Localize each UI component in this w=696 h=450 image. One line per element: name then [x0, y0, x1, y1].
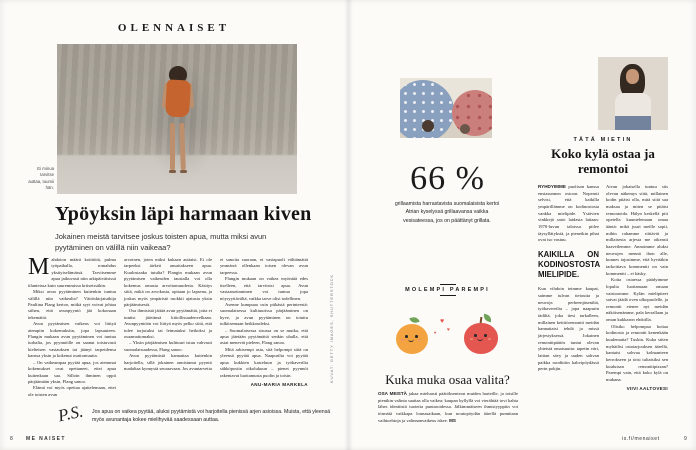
person-leg: [170, 123, 175, 170]
person-head: [460, 124, 470, 134]
person-orange-outfit: [165, 79, 191, 117]
body-paragraph: – On vaikeampaa pyytää apua, jos aiemmat kokemukset ovat opettaneet, ettei apua kuitenkaan saa. Silloin ihminen oppii pärjäämään yksin, Flang sanoo.: [28, 359, 116, 385]
body-paragraph: [378, 391, 518, 424]
orange-smile: [408, 338, 414, 342]
portrait-face: [626, 69, 639, 84]
body-paragraph: – Yksin pärjäämisen kulttuuri istuu vahvasti suomalaisuudessa, Flang sanoo.: [124, 340, 212, 352]
apple-leaf-icon: [482, 314, 493, 323]
column-text-a: [538, 184, 599, 430]
body-paragraph: Osa ihmisistä jättää avun pyytämättä, jotta ei tuntisi jäävänsä kiitollisuudenvelkaan. Avunpyyntöön voi liittyä myös pelko siitä, että tulee torjutuksi tai leimatuksi heikoksi ja osaamattomaksi.: [124, 308, 212, 340]
body-paragraph: Kun vihdoin teimme kaupat, saimme tulvan tietoutta ja neuvoja perheenjäseniltä, työkavereilta – jopa naapurin tädiltä, joka tiesi tarkalleen, millainen keittiöremontti meidän kannattaisi tehdä ja missä järjestyksessä. Jokainen remonttipäätös tuntui olevan yhteistä omaisuutta: tapetin väri, lattian sävy ja uuden sohvan paikka ruodittiin kahvipöydässä perin pohjin.: [538, 286, 599, 372]
portrait-shirt: [615, 93, 651, 118]
body-paragraph: ei sanoita suoraan, ei vastapuoli välttämättä ymmärrä ollenkaan toisen olevan avun tarpeessa.: [220, 257, 308, 275]
person-foot: [180, 170, 187, 173]
body-paragraph: Aivan jokaisella tuntuu siis olevan näkemys siitä, millainen kodin pitäisi olla, mitä siitä saa maksaa ja miten se pitäisi remontoida. Hälyn keskellä piti opetella kuuntelemaan omaa ääntä: mikä juuri meille sopii, mihin rahamme riittävät ja millaisesta arjesta me oikeasti haaveilemme. Annoimme aluksi neuvojen mennä ihon alle, kunnes tajusimme, että hyvääkin tarkoittava kommentti on vain kommentti – ei käsky.: [606, 184, 668, 276]
portrait-jeans: [615, 116, 651, 130]
apple-eye: [484, 334, 487, 337]
body-paragraph: – Suomalaisessa sisussa on se mutka, että apua jätetään pyytämättä senkin uhalla, että asiat menevät pieleen, Flang sanoo.: [220, 327, 308, 346]
body-paragraph: Avun pyytämistä kannattaa kuitenkin harjoitella, sillä jokainen onnistunut pyyntö madaltaa kynnystä seuraavaan. Jos avuntarvetta: [124, 353, 212, 372]
versus-kicker: MOLEMPI PAREMPI: [405, 287, 490, 293]
body-column-3: [220, 257, 308, 397]
portrait-photo: [598, 57, 668, 130]
person-figure: [157, 66, 201, 180]
body-column-2: [124, 257, 212, 397]
heart-icon: ♥: [434, 330, 437, 335]
article-standfirst: Jokainen meistä tarvitsee joskus toisten apua, mutta miksi avun pyytäminen on välillä niin vaikeaa?: [55, 232, 267, 253]
author-byline: ANU-MARIA MARKELA: [250, 382, 308, 388]
photo-credit: KUVAT: GETTY IMAGES, SHUTTERSTOCK: [329, 274, 334, 383]
apple-cheek: [470, 338, 473, 340]
ps-text: Jos apua on vaikea pyytää, aluksi pyytämistä voi harjoitella pienissä arjen asioissa. Muista, että yleensä myös avunantaja kokee mielihyvää saadessaan auttaa.: [92, 409, 331, 424]
orange-leaf-icon: [409, 316, 419, 324]
article-headline: Ypöyksin läpi harmaan kiven: [55, 203, 312, 225]
column-kicker: TÄTÄ MIETIN: [573, 137, 633, 143]
body-paragraph: Miksi avun pyytäminen kuitenkin tuntuu välillä niin vaikealta? Väitöskirjatutkija Pauliina Flang kertoo, mitkä syyt voivat johtaa siihen, että avunpyyntö jää kokonaan tekemättä.: [28, 289, 116, 320]
column-headline: Koko kylä ostaa ja remontoi: [551, 146, 655, 176]
columnist-byline: VIIVI AALTOVESI: [626, 385, 668, 391]
kicker-rule-bottom: [440, 295, 456, 296]
page-number-left: 8: [10, 436, 14, 442]
heart-icon: ♥: [447, 327, 450, 333]
heart-icon: ♥: [440, 318, 445, 325]
paragraph-text: puolison kanssa ensiasunnon ostoon. Nopeasti selvisi, että kaikilla ympärillämme on kodinostosta vankka mielipide. Ystävien vinkkejä satoi laidasta laitaan: 1970-luvun taloissa piilee täysyllätyksiä, ja pienetkin pihat ovat iso vastuu.: [538, 184, 599, 243]
drop-cap: M: [28, 254, 50, 280]
body-column-1: [28, 254, 116, 397]
magazine-brand: ME NAISET: [26, 436, 66, 442]
body-paragraph: Avun pyytämisen vaikeus voi liittyä aiempiin kokemuksiin, jopa lapsuuteen. Flangin mukaan avun pyytäminen voi tuntua turhalta, jos pyynnöille on saanut toistuvasti kielteisen vastauksen tai jäänyt tarpeidensa kanssa yksin ja kokenut osattomuutta.: [28, 321, 116, 359]
column-text-b: [606, 184, 668, 430]
versus-headline: Kuka muka osaa valita?: [385, 372, 510, 387]
body-paragraph: [28, 254, 116, 289]
paragraph-text: jakaa mieluusti päätöksenteon muiden harteille, ja toisille pienikin valinta saattaa olla vaikea: kaupan hyllyllä voi vierähtää tovi kahta lähes identtistä tuotetta puntaroidessa. Jälkimmäiseen ihmistyyppiin voi törmätä vaikkapa lounasaikaan, kun noutopöydän äärellä punnitaan vaihtoehtoja ja valinnanvaikeus iskee.: [378, 391, 518, 423]
person-leg: [179, 123, 186, 170]
body-paragraph: Asenne kumpuaa osin pitkästä perinteestä: suomalaisessa kulttuurissa pärjääminen on hyve, ja avun pyytäminen on totuttu tulkitsemaan heikkoudeksi.: [220, 301, 308, 327]
editor-initials: MS: [449, 417, 456, 423]
versus-body: [378, 391, 518, 424]
apple-cheek: [488, 338, 491, 340]
body-paragraph: [538, 184, 599, 244]
photo-caption: Ei minua tarvitse auttaa, tuumii hän.: [28, 166, 54, 191]
ps-label: P.S.: [56, 401, 85, 426]
person-head: [422, 120, 434, 132]
body-paragraph: Mitä arkisempi asia, sitä helpompi siitä on yleensä pyytää apua. Naapurilta voi pyytää apua kukkien kasteluun ja työkaverilta sähköpostin oikolukuun – pienet pyynnöt rakentavat luottamusta puolin ja toisin.: [220, 346, 308, 378]
orange-cheek: [418, 339, 421, 341]
kicker-rule-top: [440, 284, 456, 285]
section-header: OLENNAISET: [117, 22, 231, 34]
page-fold: [344, 0, 353, 450]
body-paragraph: Elämä voi myös opettaa ajattelemaan, ettei ole toisten avun: [28, 385, 116, 397]
red-umbrella: [452, 90, 492, 136]
paragraph-text: ahdoton määrä kotitöitä, pulma työpaikalla, romahdus yksityiselämässä. Tarvitsemme apua jatkuvasti niin arkipäiväisissä tilanteissa kuin suuremmissa kriiseissäkin.: [28, 257, 116, 288]
body-paragraph: Flangin mukaan on vaikea myöntää edes itselleen, että tarvitsisi apua. Avun vastaanottaminen voi tuntua jopa nöyryyttävältä, vaikka tarve olisi todellinen.: [220, 276, 308, 301]
body-paragraph: Kotia ostaessa päädyimme lopulta luottamaan omaan vaistoomme. Kylän mielipiteet saivat jäädä oven ulkopuolelle, ja remontti etenee nyt meidän näköisenämme, pala kerrallaan ja oman kukkaron ehdoilla.: [606, 277, 668, 323]
umbrella-photo: [400, 78, 492, 138]
page-number-right: 9: [684, 436, 688, 442]
feature-photo: [57, 44, 297, 194]
paragraph-lead: RYHDYIMME: [538, 184, 566, 189]
fruit-illustration: [388, 306, 508, 368]
body-paragraph: Olisiko helpompaa hoitaa kodinosto ja remontti kenenkään kuulematta? Tuskin. Kuka sitten myhäilisi ostotarjouksen äärellä, kantaisi sohvaa kolmanteen kerrokseen ja toisi tuliaisiksi sen kuuluisan remonttipizzan? Parempi vain, että koko kylä on mukana.: [606, 323, 668, 383]
apple-smile: [477, 337, 483, 341]
stat-text: grillaamista harrastavista suomalaisista kertoi Atrian kyselyssä grillaavansa vaikka vesisateessa, jos on päättänyt grillata.: [394, 201, 500, 224]
paragraph-lead: OSA MEISTÄ: [378, 391, 407, 396]
versus-kicker-block: [380, 282, 515, 298]
person-foot: [169, 170, 176, 173]
orange-eye: [415, 335, 418, 338]
pull-quote: KAIKILLA ON KODINOSTOSTA MIELIPIDE.: [538, 249, 601, 280]
orange-cheek: [401, 339, 404, 341]
body-paragraph: arvoinen, joten miksi kukaan auttaisi. Ei ole tarpeeksi tärkeä ansaitakseen apua. Kuulostaako tutulta? Flangin mukaan avun pyytämisen vaikeuden taustalla voi olla kokemus omasta arvottomuudesta. Käsitys siitä, mikä on arvokasta, opitaan jo lapsena, ja joskus myös ympäristö ruokkii ajatusta yksin pärjäämisestä.: [124, 257, 212, 307]
footer-url: is.fi/menaiset: [622, 436, 660, 442]
stat-value: 66 %: [410, 160, 485, 197]
